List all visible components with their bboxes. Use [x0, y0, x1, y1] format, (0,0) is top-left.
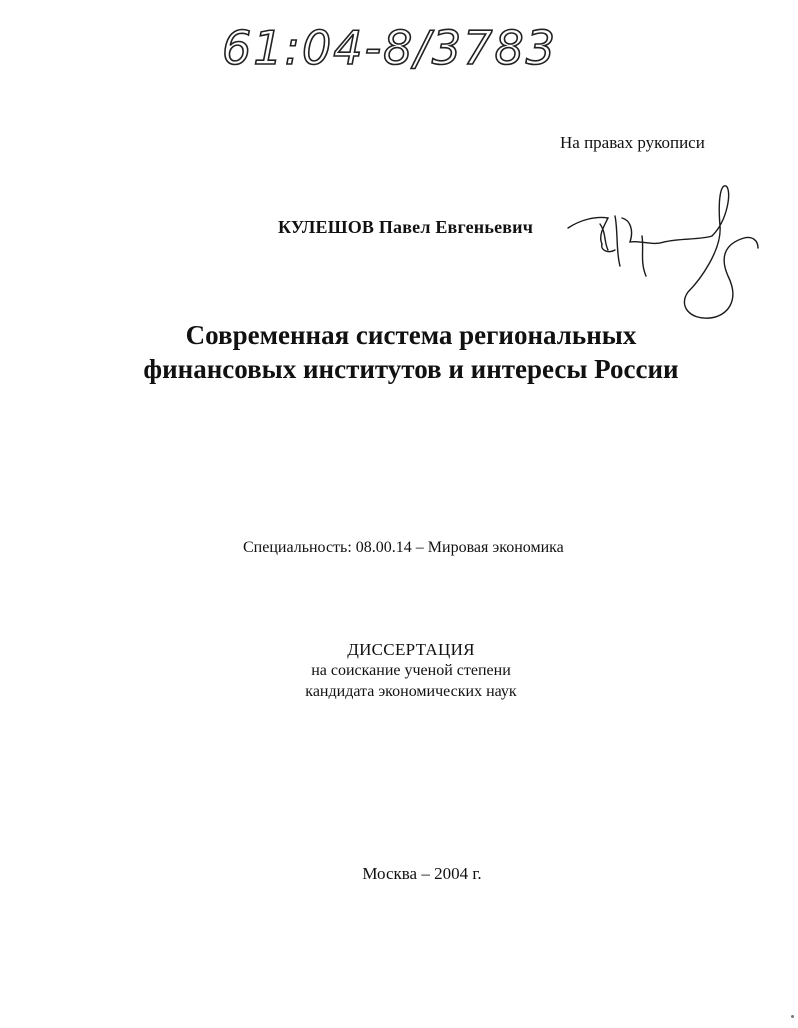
title-line-2: финансовых институтов и интересы России — [143, 354, 679, 384]
degree-block — [0, 639, 798, 702]
rights-notice: На правах рукописи — [560, 133, 705, 152]
handwritten-archive-code — [218, 10, 557, 80]
dissertation-title — [0, 318, 798, 386]
archive-code-text: 61:04-8/3783 — [222, 21, 557, 75]
scan-speck — [791, 1015, 794, 1018]
degree-line-1: на соискание ученой степени — [311, 662, 511, 679]
degree-line-2: кандидата экономических наук — [305, 683, 517, 700]
city-year: Москва – 2004 г. — [362, 864, 482, 883]
author-name: КУЛЕШОВ Павел Евгеньевич — [278, 217, 534, 237]
specialty-line: Специальность: 08.00.14 – Мировая экономика — [243, 539, 564, 556]
signature-graphic — [560, 180, 770, 330]
degree-heading: ДИССЕРТАЦИЯ — [347, 640, 475, 659]
title-line-1: Современная система региональных — [185, 320, 637, 350]
